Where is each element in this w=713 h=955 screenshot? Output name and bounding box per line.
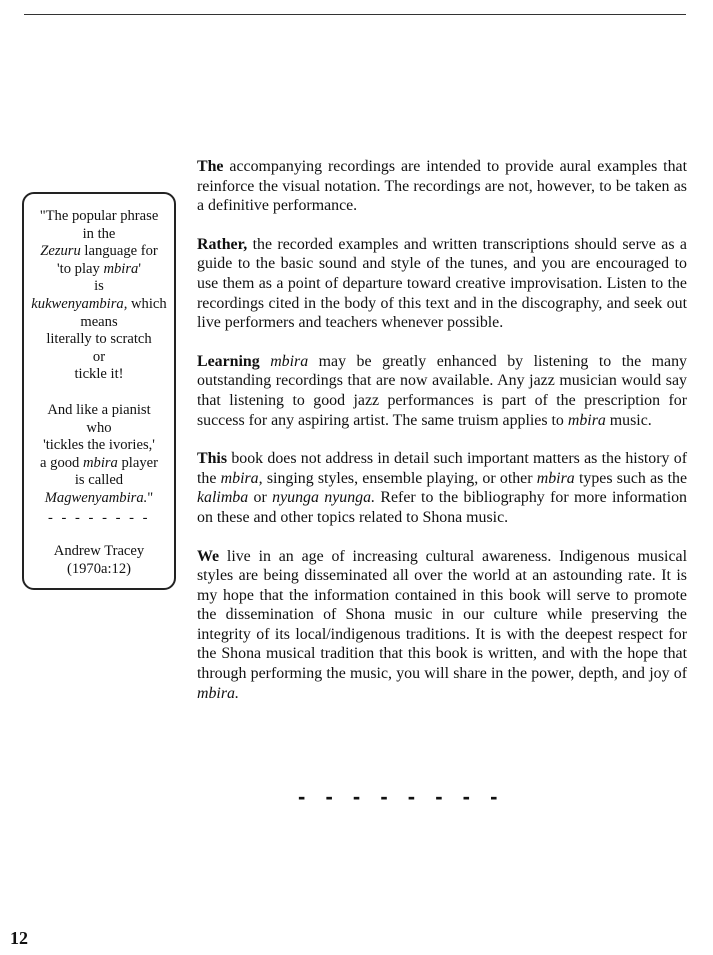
quote-line	[24, 278, 174, 296]
italic-term: mbira	[536, 469, 575, 487]
attribution-source: (1970a:12)	[66, 560, 132, 577]
paragraph-text: accompanying recordings are intended to provide aural examples that reinforce the visual notation. The recordings are not, however, to be taken as a definitive performance.	[197, 158, 687, 215]
quote-line	[24, 349, 174, 367]
body-paragraph	[197, 235, 687, 333]
sidebar-quote-box	[22, 192, 176, 590]
top-rule	[24, 14, 686, 15]
quote-line	[24, 243, 174, 261]
page-number: 12	[10, 928, 28, 948]
paragraph-text: or	[248, 489, 273, 507]
quote-segment: "	[147, 489, 154, 506]
quote-line	[24, 296, 174, 314]
quote-line	[24, 420, 174, 438]
attribution-name: Andrew Tracey	[53, 543, 145, 560]
italic-term: kukwenyambira,	[31, 295, 128, 312]
quote-segment: is called	[74, 472, 124, 489]
italic-term: mbira.	[197, 684, 239, 702]
paragraph-text: music.	[605, 411, 652, 429]
quote-segment: player	[117, 454, 158, 471]
paragraph-text: book does not address in detail such important matters as the history of the	[197, 450, 687, 487]
body-paragraph	[197, 547, 687, 704]
quote-segment: literally to scratch	[46, 331, 152, 348]
quote-segment: 'tickles the ivories,'	[43, 437, 155, 454]
quote-line	[24, 472, 174, 490]
quote-segment: who	[86, 419, 112, 436]
italic-term: mbira	[270, 352, 309, 370]
quote-line	[24, 455, 174, 473]
body-paragraph	[197, 157, 687, 216]
italic-term: mbira	[103, 260, 139, 277]
quote-segment: 'to play	[57, 260, 104, 277]
paragraph-lead-word: The	[197, 158, 224, 175]
quote-segment: tickle it!	[74, 366, 124, 383]
paragraph-text: types such as the	[574, 469, 687, 487]
body-paragraph	[197, 449, 687, 527]
quote-segment: means	[80, 313, 118, 330]
italic-term: mbira,	[220, 469, 263, 487]
italic-term: Magwenyambira.	[44, 489, 148, 506]
quote-segment: or	[92, 348, 106, 365]
quote-line	[24, 314, 174, 332]
quote-line	[24, 208, 174, 226]
paragraph-lead-word: Rather,	[197, 235, 248, 253]
body-paragraph	[197, 352, 687, 430]
quote-line	[24, 366, 174, 384]
italic-term: mbira	[82, 454, 118, 471]
quote-segment: which	[127, 295, 167, 312]
paragraph-text	[260, 353, 271, 370]
quote-segment: is	[94, 278, 104, 295]
quote-line	[24, 437, 174, 455]
italic-term: nyunga nyunga.	[272, 489, 376, 507]
italic-term: mbira	[567, 411, 606, 429]
italic-term: Zezuru	[40, 243, 81, 260]
paragraph-lead-word: This	[197, 450, 228, 468]
quote-divider: - - - - - - - -	[48, 509, 150, 526]
main-body-text	[197, 157, 687, 722]
quote-line	[24, 226, 174, 244]
quote-segment: a good	[40, 454, 83, 471]
paragraph-text: live in an age of increasing cultural awareness. Indigenous musical styles are being disseminated all over the world at an astounding rate. It is my hope that the information contained in this book will serve to promote the dissemination of Shona music in our culture while preserving the integrity of its local/indigenous traditions. It is with the deepest respect for the Shona musical tradition that this book is written, and with the hope that through performing the music, you will share in the power, depth, and joy of	[197, 547, 687, 683]
quote-segment: language for	[80, 243, 158, 260]
paragraph-text: singing styles, ensemble playing, or other	[262, 469, 537, 487]
quote-segment: in the	[82, 225, 116, 242]
quote-line	[24, 490, 174, 508]
paragraph-text: may be greatly enhanced by listening to the many outstanding recordings that are now available. Any jazz musician would say that listening to good jazz performances is part of the prescription for success for any aspiring artist. The same truism applies to	[197, 352, 687, 429]
quote-segment: "The popular phrase	[39, 208, 159, 224]
paragraph-text: Refer to the bibliography for more information on these and other topics related to Shona music.	[197, 489, 687, 526]
quote-line	[24, 331, 174, 349]
quote-segment: And like a pianist	[47, 401, 151, 418]
paragraph-lead-word: Learning	[197, 352, 260, 370]
quote-text-continued	[24, 402, 174, 508]
quote-segment: '	[138, 260, 141, 277]
quote-line	[24, 261, 174, 279]
quote-gap	[24, 384, 174, 402]
quote-line	[24, 402, 174, 420]
paragraph-lead-word: We	[197, 547, 220, 565]
paragraph-text: the recorded examples and written transcriptions should serve as a guide to the basic sound and style of the tunes, and you are encouraged to use them as a point of departure toward creative improvisation. Listen to the recordings cited in the body of this text and in the discography, and seek out live performers and teachers whenever possible.	[197, 235, 687, 332]
quote-text	[24, 208, 174, 384]
end-of-section-marks: - - - - - - - -	[298, 784, 498, 809]
italic-term: kalimba	[197, 489, 249, 507]
